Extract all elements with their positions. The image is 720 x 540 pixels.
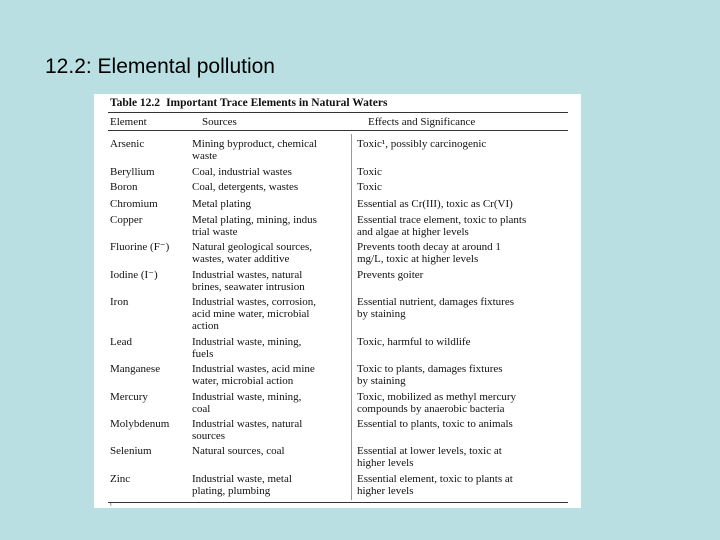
table-body <box>94 94 581 508</box>
header-element: Element <box>110 116 147 128</box>
cell-element: Arsenic <box>110 138 145 150</box>
cell-effects: Essential trace element, toxic to plants and algae at higher levels <box>357 214 527 238</box>
cell-effects: Essential at lower levels, toxic at higher levels <box>357 445 502 469</box>
cell-sources: Industrial wastes, acid mine water, microbial action <box>192 363 315 387</box>
cell-effects: Essential as Cr(III), toxic as Cr(VI) <box>357 198 513 210</box>
cell-sources: Natural geological sources, wastes, water additive <box>192 241 313 265</box>
cell-effects: Essential nutrient, damages fixtures by staining <box>357 296 515 320</box>
cell-sources: Metal plating <box>192 198 251 210</box>
cell-effects: Prevents goiter <box>357 269 424 281</box>
cell-effects: Toxic <box>357 166 382 178</box>
header-sources: Sources <box>202 116 237 128</box>
cell-effects: Prevents tooth decay at around 1 mg/L, toxic at higher levels <box>357 241 501 265</box>
cell-sources: Coal, industrial wastes <box>192 166 292 178</box>
cell-element: Selenium <box>110 445 152 457</box>
table-bottom-rule <box>108 502 568 503</box>
header-effects: Effects and Significance <box>368 116 476 128</box>
cell-element: Lead <box>110 336 132 348</box>
cell-element: Beryllium <box>110 166 155 178</box>
cell-effects: Toxic¹, possibly carcinogenic <box>357 138 487 150</box>
cell-effects: Toxic <box>357 181 382 193</box>
cell-effects: Toxic, mobilized as methyl mercury compounds by anaerobic bacteria <box>357 391 516 415</box>
cell-sources: Industrial wastes, corrosion, acid mine water, microbial action <box>192 296 317 332</box>
cell-sources: Industrial waste, mining, fuels <box>192 336 302 360</box>
cell-element: Zinc <box>110 473 131 485</box>
cell-sources: Industrial wastes, natural sources <box>192 418 303 442</box>
cell-sources: Coal, detergents, wastes <box>192 181 299 193</box>
cell-element: Mercury <box>110 391 148 403</box>
cell-element: Chromium <box>110 198 158 210</box>
cell-effects: Toxic to plants, damages fixtures by staining <box>357 363 503 387</box>
cell-sources: Mining byproduct, chemical waste <box>192 138 317 162</box>
cell-element: Copper <box>110 214 143 226</box>
cell-element: Boron <box>110 181 138 193</box>
cell-effects: Essential element, toxic to plants at higher levels <box>357 473 513 497</box>
cell-sources: Industrial waste, mining, coal <box>192 391 302 415</box>
cell-element: Fluorine (F⁻) <box>110 241 170 253</box>
cell-element: Iodine (I⁻) <box>110 269 158 281</box>
trace-elements-table <box>94 94 581 508</box>
cell-sources: Metal plating, mining, indus trial waste <box>192 214 317 238</box>
cell-sources: Industrial wastes, natural brines, seawater intrusion <box>192 269 305 293</box>
cell-element: Iron <box>110 296 129 308</box>
cell-element: Manganese <box>110 363 161 375</box>
cell-sources: Industrial waste, metal plating, plumbing <box>192 473 292 497</box>
cell-effects: Essential to plants, toxic to animals <box>357 418 513 430</box>
cell-effects: Toxic, harmful to wildlife <box>357 336 471 348</box>
slide-title: 12.2: Elemental pollution <box>45 55 275 78</box>
cell-element: Molybdenum <box>110 418 170 430</box>
table-caption-title: Important Trace Elements in Natural Waters <box>166 97 388 109</box>
table-label: Table 12.2 <box>110 97 161 109</box>
table-footnote: ¹ <box>110 503 112 509</box>
cell-sources: Natural sources, coal <box>192 445 285 457</box>
